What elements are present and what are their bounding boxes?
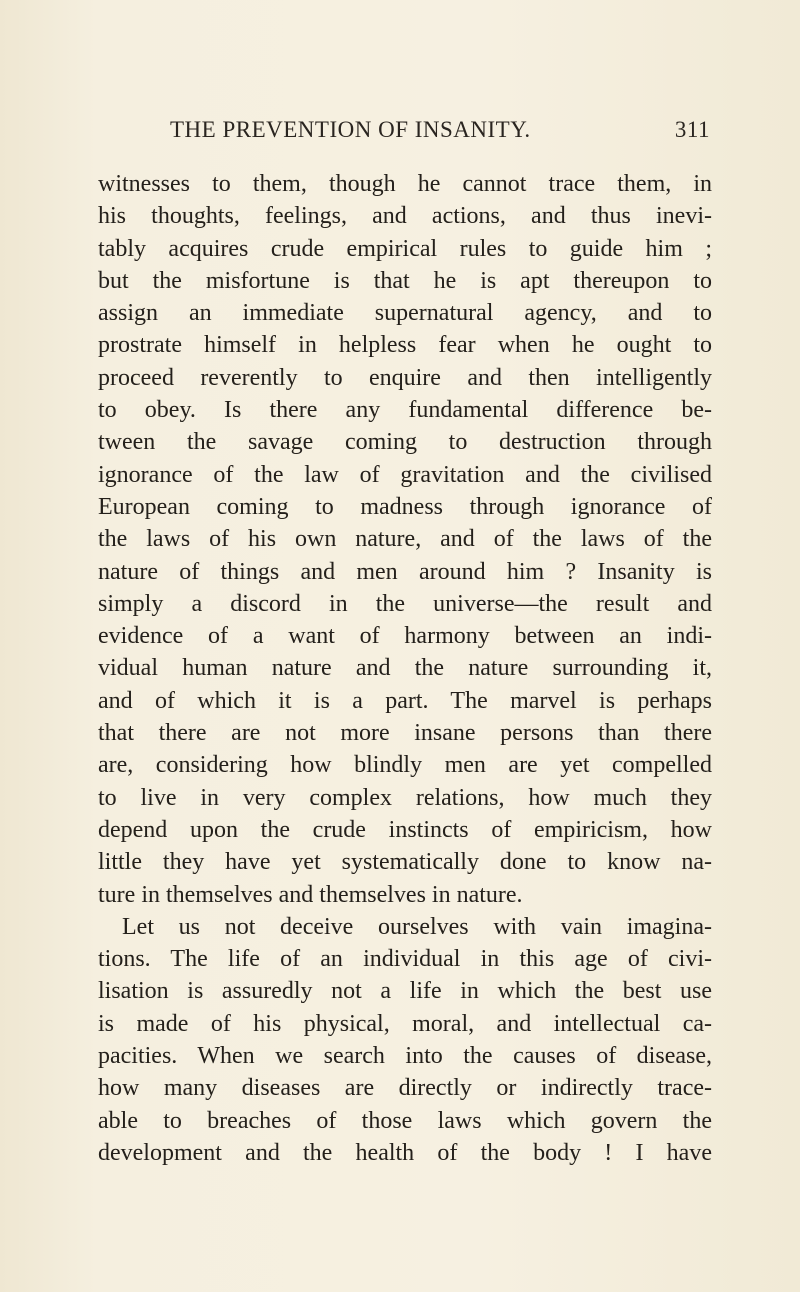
- text-line: and of which it is a part. The marvel is perhaps: [98, 687, 712, 714]
- text-line: pacities. When we search into the causes of disease,: [98, 1043, 712, 1070]
- text-line: simply a discord in the universe—the result and: [98, 590, 712, 617]
- text-line: to live in very complex relations, how much they: [98, 784, 712, 811]
- page-number: 311: [674, 117, 710, 142]
- text-line: European coming to madness through ignorance of: [98, 493, 712, 520]
- text-line-paragraph-start: Let us not deceive ourselves with vain imagina-: [122, 913, 712, 940]
- text-line: lisation is assuredly not a life in which the best use: [98, 978, 712, 1005]
- text-line: how many diseases are directly or indirectly trace-: [98, 1075, 712, 1102]
- text-line: but the misfortune is that he is apt thereupon to: [98, 267, 712, 294]
- text-line: witnesses to them, though he cannot trace them, in: [98, 171, 712, 197]
- text-line: evidence of a want of harmony between an indi-: [98, 623, 712, 650]
- text-line: tably acquires crude empirical rules to guide him ;: [98, 235, 712, 262]
- text-line: is made of his physical, moral, and intellectual ca-: [98, 1010, 712, 1037]
- text-line: vidual human nature and the nature surrounding it,: [98, 655, 712, 682]
- text-line: nature of things and men around him ? Insanity is: [98, 558, 712, 585]
- page-header: [170, 117, 710, 147]
- text-line: are, considering how blindly men are yet compelled: [98, 752, 712, 779]
- running-title: THE PREVENTION OF INSANITY.: [170, 117, 531, 142]
- text-line: able to breaches of those laws which govern the: [98, 1107, 712, 1134]
- body-text: [98, 168, 712, 1169]
- text-line: little they have yet systematically done to know na-: [98, 849, 712, 876]
- text-line: proceed reverently to enquire and then intelligently: [98, 364, 712, 391]
- text-line: assign an immediate supernatural agency, and to: [98, 300, 712, 327]
- text-line: depend upon the crude instincts of empiricism, how: [98, 816, 712, 843]
- text-line: ture in themselves and themselves in nature.: [98, 881, 523, 908]
- text-line: that there are not more insane persons than there: [98, 720, 712, 747]
- text-line: prostrate himself in helpless fear when he ought to: [98, 332, 712, 359]
- text-line: tween the savage coming to destruction through: [98, 429, 712, 456]
- text-line: the laws of his own nature, and of the laws of the: [98, 526, 712, 553]
- text-line: his thoughts, feelings, and actions, and thus inevi-: [98, 203, 712, 230]
- text-line: tions. The life of an individual in this age of civi-: [98, 946, 712, 973]
- text-line: to obey. Is there any fundamental difference be-: [98, 397, 712, 424]
- text-line: ignorance of the law of gravitation and the civilised: [98, 461, 712, 488]
- text-line: development and the health of the body ! I have: [98, 1139, 712, 1166]
